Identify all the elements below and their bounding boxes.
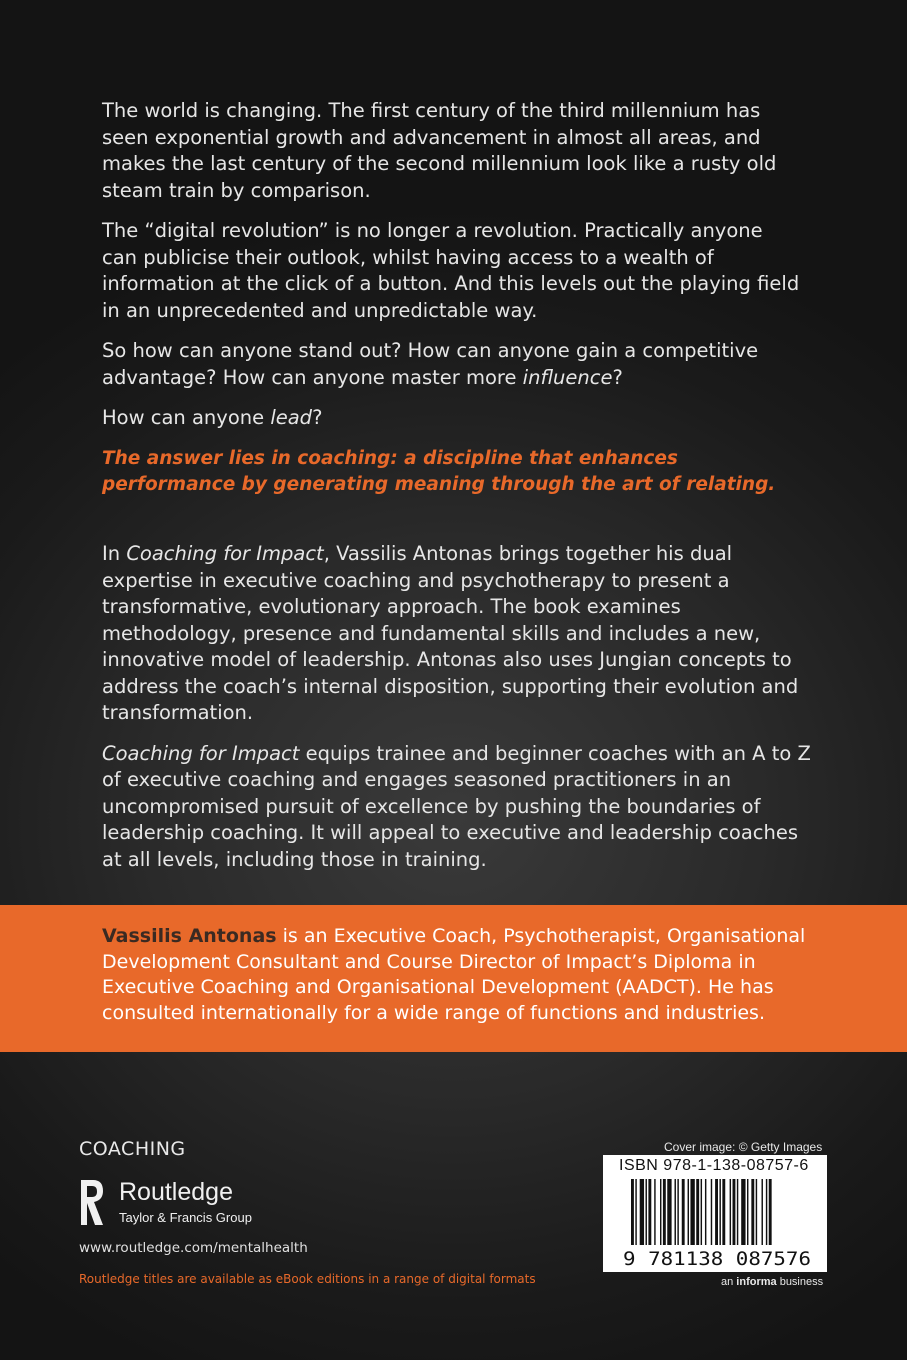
informa-tagline: an informa business [721,1276,824,1288]
publisher-url: www.routledge.com/mentalhealth [79,1240,308,1256]
barcode-box [603,1155,827,1272]
publisher-logo [79,1176,279,1236]
highlight-quote: The answer lies in coaching: a discipline that enhances performance by generating meaning through the art of relating. [102,447,776,495]
publisher-group: Taylor & Francis Group [119,1210,252,1225]
paragraph-3: So how can anyone stand out? How can anyone gain a competitive advantage? How can anyone master more influence? [102,339,759,389]
author-name: Vassilis Antonas [102,925,277,947]
barcode-digits: 9 781138 087576 [623,1248,811,1269]
blurb-description [102,541,812,887]
subject-category: COACHING [79,1138,186,1160]
paragraph-1: The world is changing. The first century of the third millennium has seen exponential growth and advancement in almost all areas, and makes the last century of the second millennium look like a rusty old steam train by comparison. [102,99,777,202]
author-bio: Vassilis Antonas is an Executive Coach, Psychotherapist, Organisational Development Consultant and Course Director of Impact’s Diploma in Executive Coaching and Organisational Development (AADCT). He has consulted internationally for a wide range of functions and industries. [102,925,806,1024]
paragraph-2: The “digital revolution” is no longer a revolution. Practically anyone can publicise their outlook, whilst having access to a wealth of information at the click of a button. And this levels out the playing field in an unprecedented and unpredictable way. [102,219,800,322]
paragraph-4: How can anyone lead? [102,406,323,429]
cover-credit: Cover image: © Getty Images [664,1140,823,1154]
paragraph-5: In Coaching for Impact, Vassilis Antonas brings together his dual expertise in executive coaching and psychotherapy to present a transformative, evolutionary approach. The book examines methodology, presence and fundamental skills and includes a new, innovative model of leadership. Antonas also uses Jungian concepts to address the coach’s internal disposition, supporting their evolution and transformation. [102,542,799,724]
barcode-icon [623,1179,813,1269]
routledge-mark-icon [79,1178,105,1228]
paragraph-6: Coaching for Impact equips trainee and beginner coaches with an A to Z of executive coaching and engages seasoned practitioners in an uncompromised pursuit of excellence by pushing the boundaries of leadership coaching. It will appeal to executive and leadership coaches at all levels, including those in training. [102,741,811,871]
publisher-name: Routledge [119,1178,233,1206]
ebook-note: Routledge titles are available as eBook editions in a range of digital formats [79,1272,536,1286]
blurb-top [102,98,802,498]
isbn-text: ISBN 978-1-138-08757-6 [619,1157,809,1174]
